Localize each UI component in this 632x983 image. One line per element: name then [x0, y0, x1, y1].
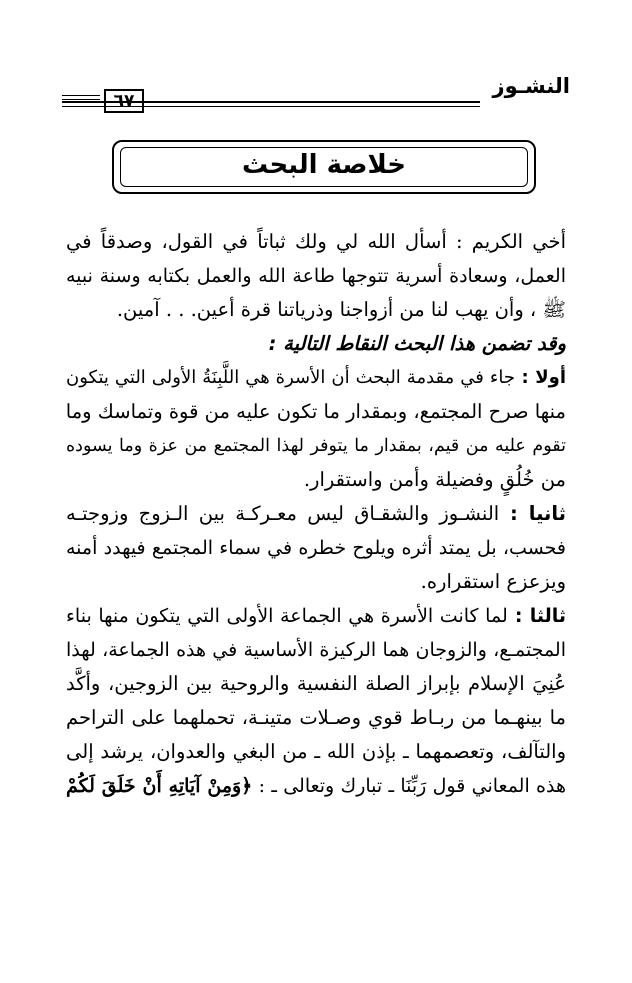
- page-number: ٦٧: [104, 89, 144, 113]
- point-label: ثالثا: [529, 605, 566, 627]
- header-ornament-line: [62, 99, 100, 100]
- text-line: ويزعزع استقراره.: [420, 570, 566, 593]
- text-line: منها صرح المجتمع، وبمقدار ما تكون عليه من قوة وتماسك وما: [65, 400, 566, 423]
- point-label: ثانيا: [528, 502, 566, 525]
- text-line: أخي الكريم : أسأل الله لي ولك ثباتاً في القول، وصدقاً في: [66, 230, 566, 253]
- text-line: هذه المعاني قول رَبِّنَا ـ تبارك وتعالى ـ : ﴿وَمِنْ آيَاتِهِ أَنْ خَلَقَ لَكُمْ: [66, 775, 567, 797]
- text-line: من خُلُقٍ وفضيلة وأمن واستقرار.: [303, 468, 566, 491]
- header-ornament-line: [62, 95, 100, 96]
- section-title-frame: [112, 140, 536, 194]
- text-line: عُنِيَ الإسلام بإبراز الصلة النفسية والروحية بين الزوجين، وأكَّد: [66, 672, 566, 695]
- text-line: العمل، وسعادة أسرية تتوجها طاعة الله والعمل بكتابه وسنة نبيه: [66, 265, 566, 287]
- quran-verse: ﴿وَمِنْ آيَاتِهِ أَنْ خَلَقَ لَكُمْ: [66, 775, 253, 797]
- text-line: أولا : جاء في مقدمة البحث أن الأسرة هي اللَّبِنَةُ الأولى التي يتكون: [66, 367, 567, 388]
- text-line: ثانيا : النشـوز والشقـاق ليس معـركـة بين الـزوج وزوجتـه: [66, 502, 566, 525]
- subheading: وقد تضمن هذا البحث النقاط التالية :: [268, 332, 566, 355]
- point-label: أولا: [535, 367, 567, 388]
- text-line: فحسب، بل يمتد أثره ويلوح خطره في سماء المجتمع فيهدد أمنه: [66, 537, 566, 559]
- section-title: خلاصة البحث: [242, 150, 406, 180]
- text-line: ثالثا : لما كانت الأسرة هي الجماعة الأولى التي يتكون منها بناء: [66, 605, 566, 627]
- running-header-title: النشـوز: [492, 74, 570, 98]
- text-line: تقوم عليه من قيم، بمقدار ما يتوفر لهذا المجتمع من عزة وما يسوده: [66, 436, 566, 456]
- text-line: ﷺ ، وأن يهب لنا من أزواجنا وذرياتنا قرة أعين. . . آمين.: [116, 298, 566, 321]
- text-line: المجتمـع، والزوجان هما الركيزة الأساسية في هذه الجماعة، لهذا: [66, 639, 566, 661]
- body-text: [66, 225, 566, 803]
- text-line: والتآلف، وتعصمهما ـ بإذن الله ـ من البغي والعدوان، يرشد إلى: [66, 740, 566, 763]
- text-line: ما بينهـما من ربـاط قوي وصـلات متينـة، تحملهما على التراحم: [66, 706, 566, 729]
